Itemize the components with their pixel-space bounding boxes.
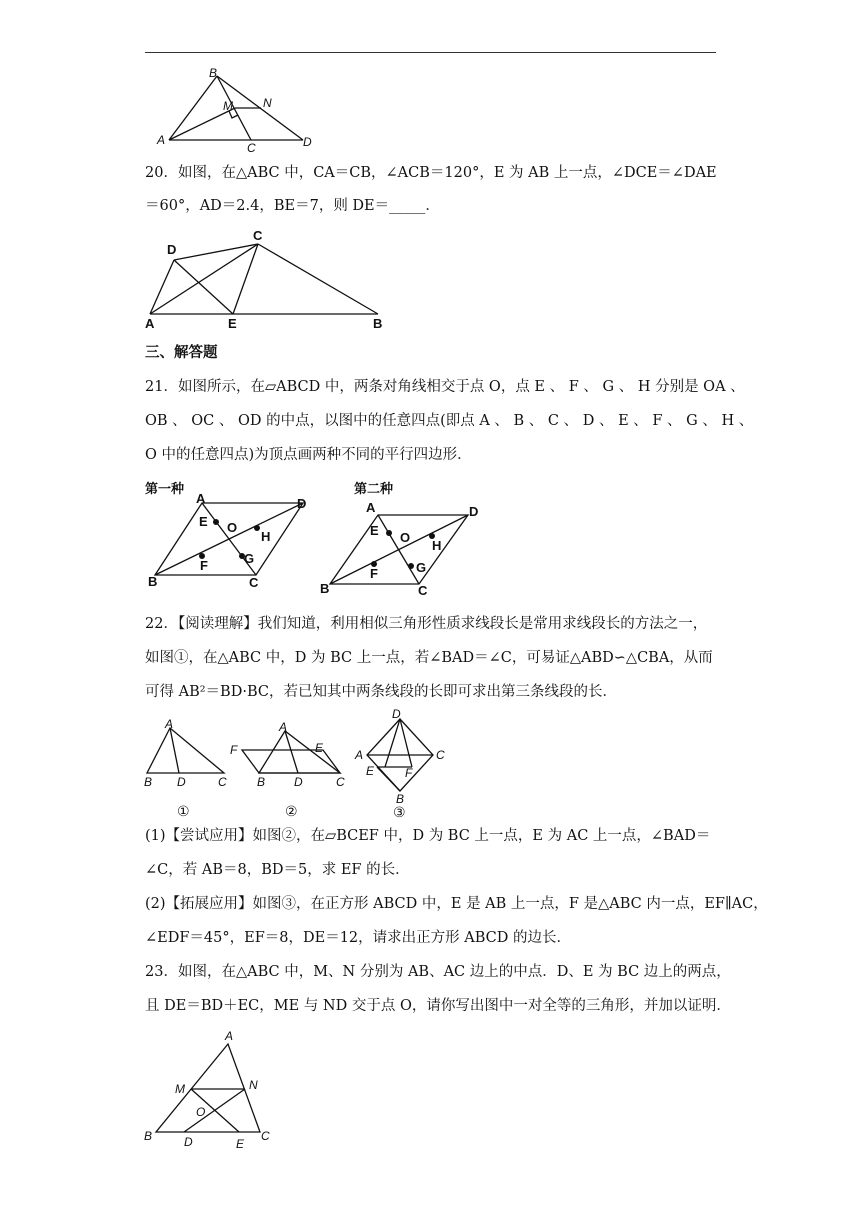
header-rule [145,52,716,53]
q23-line2: 且 DE＝BD＋EC，ME 与 ND 交于点 O，请你写出图中一对全等的三角形，并加以证明． [145,998,731,1014]
label-O: O [196,1105,206,1119]
q22-line2: 如图①，在△ABC 中，D 为 BC 上一点，若∠BAD＝∠C，可易证△ABD∽△CBA，从而 [145,650,713,666]
q22-part1-line2: ∠C，若 AB＝8，BD＝5，求 EF 的长． [145,862,410,878]
label-A: A [145,316,155,331]
label-D: D [469,504,479,519]
q21-line2: OB 、 OC 、 OD 的中点，以图中的任意四点(即点 A 、 B 、 C 、 D 、 E 、 F 、 G 、 H 、 [145,413,754,429]
label-B: B [320,581,330,596]
q22-line3: 可得 AB²＝BD·BC，若已知其中两条线段的长即可求出第三条线段的长． [145,684,617,700]
label-C: C [253,228,263,243]
label-C: C [436,748,445,762]
label-B: B [396,792,405,806]
label-E: E [315,741,324,755]
figure-label-second: 第二种 [354,481,394,496]
label-D: D [294,775,303,789]
q22-part2-line2: ∠EDF＝45°，EF＝8，DE＝12，请求出正方形 ABCD 的边长． [145,930,571,946]
label-B: B [257,775,266,789]
q23-line1: 23．如图，在△ABC 中，M、N 分别为 AB、AC 边上的中点．D、E 为 BC 边上的两点， [145,964,731,980]
q20-line2: ＝60°，AD＝2.4，BE＝7，则 DE＝_____． [145,198,440,214]
label-O: O [227,520,238,535]
figure-q22-2 [228,718,353,818]
label-E: E [236,1137,245,1151]
section-heading: 三、解答题 [145,344,218,361]
label-O: O [400,530,411,545]
label-A: A [279,720,288,734]
label-C: C [418,583,428,598]
q20-line1: 20．如图，在△ABC 中，CA＝CB，∠ACB＝120°，E 为 AB 上一点，∠DCE＝∠DAE [145,165,717,181]
label-M: M [175,1082,185,1096]
label-D: D [177,775,186,789]
q22-part1-line1: (1)【尝试应用】如图②，在▱BCEF 中，D 为 BC 上一点，E 为 AC 上一点，∠BAD＝ [145,828,711,844]
label-A: A [157,133,166,147]
label-B: B [144,1129,153,1143]
label-N: N [249,1078,258,1092]
figure-q23 [142,1028,292,1153]
label-C: C [218,775,227,789]
label-N: N [263,96,272,110]
label-C: C [336,775,345,789]
label-A: A [225,1029,234,1043]
label-D: D [392,707,401,721]
label-D: D [303,135,312,149]
label-A: A [196,491,206,506]
label-B: B [373,316,383,331]
label-B: B [148,574,158,589]
figure-q22-1 [142,718,237,818]
figure-number-2: ② [285,804,298,820]
figure-number-3: ③ [393,805,406,821]
label-G: G [244,551,255,566]
label-F: F [370,566,378,581]
label-A: A [366,500,376,515]
figure-q21-first [145,480,320,590]
label-C: C [249,575,259,590]
label-A: A [355,748,364,762]
label-G: G [416,560,427,575]
label-C: C [261,1129,270,1143]
figure-label-first: 第一种 [145,481,185,496]
label-E: E [366,764,375,778]
label-M: M [223,99,233,113]
label-H: H [432,538,442,553]
label-D: D [167,242,177,257]
label-F: F [200,558,208,573]
q22-part2-line1: (2)【拓展应用】如图③，在正方形 ABCD 中，E 是 AB 上一点，F 是△ABC 内一点，EF∥AC， [145,896,768,912]
q22-line1: 22．【阅读理解】我们知道，利用相似三角形性质求线段长是常用求线段长的方法之一， [145,616,708,632]
label-E: E [228,316,237,331]
label-B: B [144,775,153,789]
label-F: F [405,766,413,780]
label-B: B [209,66,218,80]
label-F: F [230,743,238,757]
label-D: D [297,496,307,511]
label-C: C [247,141,256,155]
label-E: E [370,523,379,538]
q21-line3: O 中的任意四点)为顶点画两种不同的平行四边形． [145,447,472,463]
figure-q20 [145,228,395,333]
label-E: E [199,514,208,529]
figure-q22-3 [350,705,460,820]
figure-top-triangle [155,68,325,158]
label-D: D [184,1135,193,1149]
q21-line1: 21．如图所示，在▱ABCD 中，两条对角线相交于点 O，点 E 、 F 、 G 、 H 分别是 OA 、 [145,379,745,395]
figure-number-1: ① [177,804,190,820]
label-A: A [165,717,174,731]
figure-q21-second [318,480,493,598]
label-H: H [261,529,271,544]
